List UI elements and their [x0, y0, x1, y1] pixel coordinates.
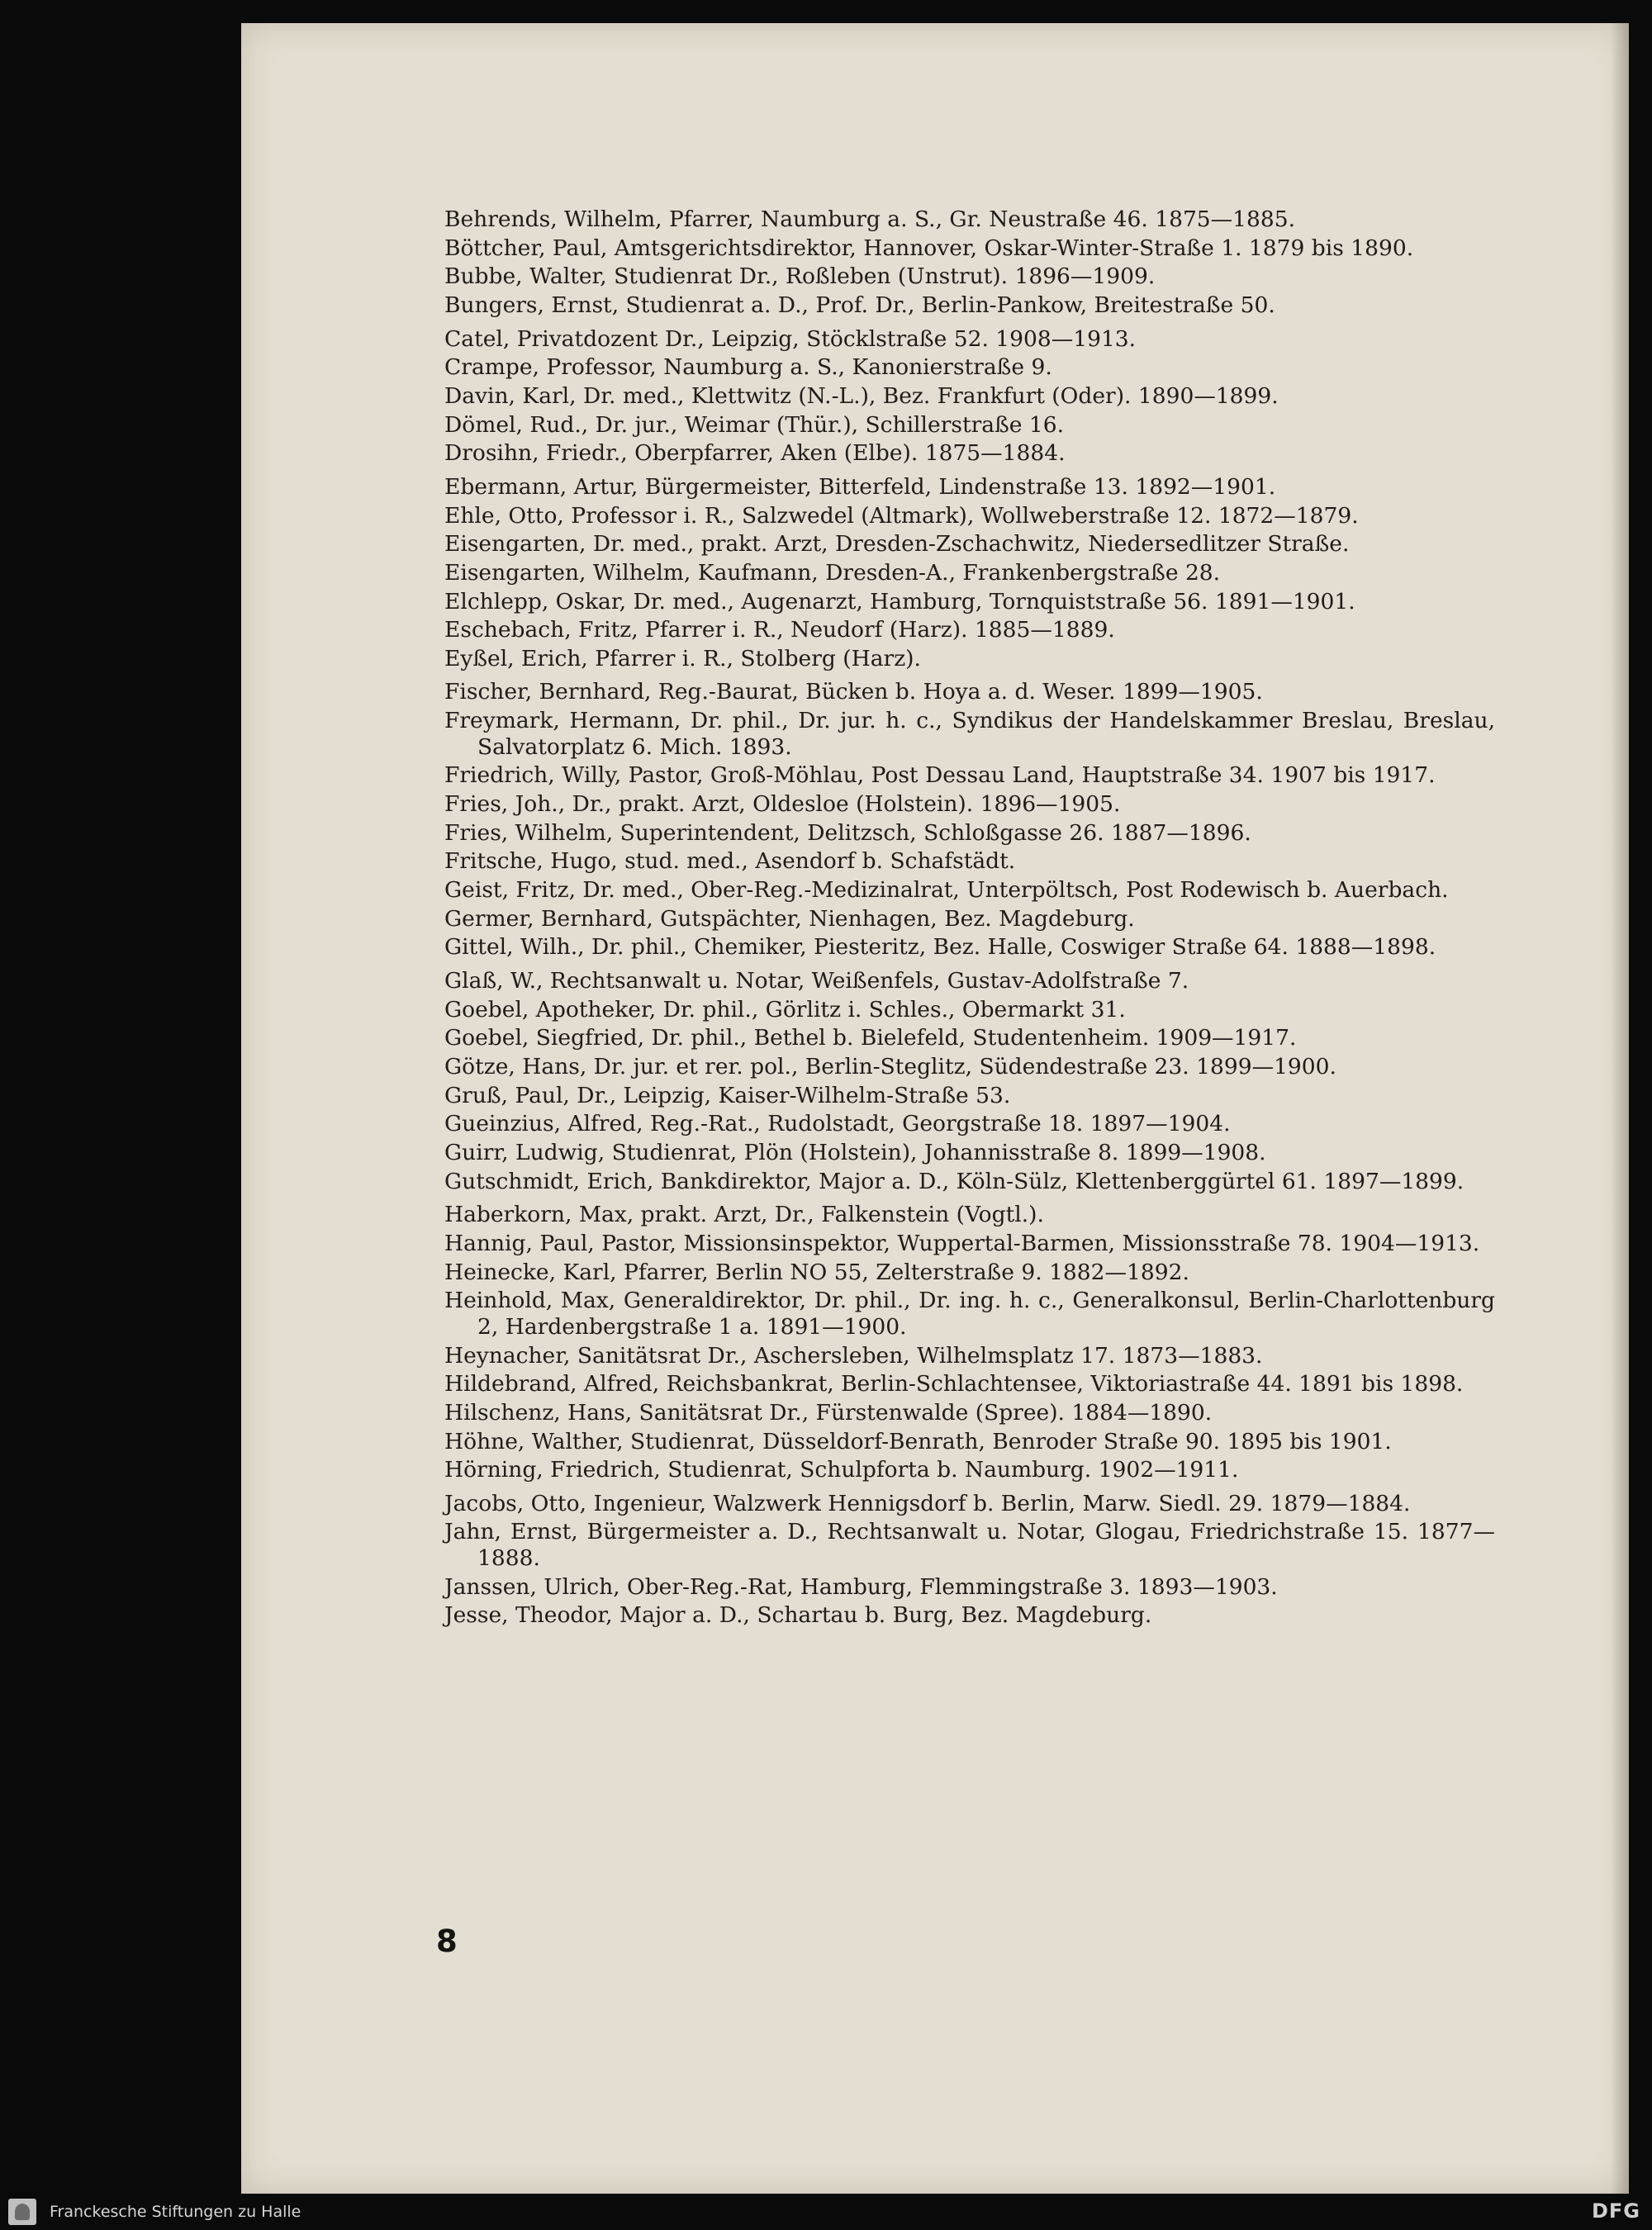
directory-entry: Fischer, Bernhard, Reg.-Baurat, Bücken b. Hoya a. d. Weser. 1899—1905. [444, 679, 1263, 705]
viewer-footer-bar [0, 2194, 1652, 2230]
document-page [241, 23, 1629, 2194]
directory-entry: Freymark, Hermann, Dr. phil., Dr. jur. h. c., Syndikus der Handelskammer Breslau, Breslau, Salvatorplatz 6. Mich. 1893. [444, 708, 1495, 760]
directory-entry: Eyßel, Erich, Pfarrer i. R., Stolberg (Harz). [444, 645, 921, 671]
directory-entry: Heynacher, Sanitätsrat Dr., Aschersleben, Wilhelmsplatz 17. 1873—1883. [444, 1342, 1263, 1369]
directory-entry: Götze, Hans, Dr. jur. et rer. pol., Berlin-Steglitz, Südendestraße 23. 1899—1900. [444, 1054, 1336, 1079]
directory-entry: Höhne, Walther, Studienrat, Düsseldorf-Benrath, Benroder Straße 90. 1895 bis 1901. [444, 1428, 1392, 1454]
directory-entry: Behrends, Wilhelm, Pfarrer, Naumburg a. S., Gr. Neustraße 46. 1875—1885. [444, 206, 1296, 232]
directory-entry: Drosihn, Friedr., Oberpfarrer, Aken (Elbe). 1875—1884. [444, 440, 1066, 467]
directory-entry: Heinhold, Max, Generaldirektor, Dr. phil., Dr. ing. h. c., Generalkonsul, Berlin-Charlottenburg 2, Hardenbergstraße 1 a. 1891—1900. [444, 1288, 1495, 1340]
directory-entry: Eschebach, Fritz, Pfarrer i. R., Neudorf (Harz). 1885—1889. [444, 617, 1115, 643]
directory-entry: Elchlepp, Oskar, Dr. med., Augenarzt, Hamburg, Tornquiststraße 56. 1891—1901. [444, 588, 1355, 614]
directory-entry: Bungers, Ernst, Studienrat a. D., Prof. Dr., Berlin-Pankow, Breitestraße 50. [444, 292, 1275, 319]
directory-entry-list [444, 206, 1495, 1631]
directory-entry: Crampe, Professor, Naumburg a. S., Kanonierstraße 9. [444, 354, 1052, 381]
directory-entry: Gueinzius, Alfred, Reg.-Rat., Rudolstadt, Georgstraße 18. 1897—1904. [444, 1111, 1231, 1137]
directory-entry: Friedrich, Willy, Pastor, Groß-Möhlau, Post Dessau Land, Hauptstraße 34. 1907 bis 1917. [444, 762, 1436, 789]
directory-entry: Böttcher, Paul, Amtsgerichtsdirektor, Hannover, Oskar-Winter-Straße 1. 1879 bis 1890. [444, 235, 1414, 261]
directory-entry: Dömel, Rud., Dr. jur., Weimar (Thür.), Schillerstraße 16. [444, 411, 1065, 438]
directory-entry: Goebel, Siegfried, Dr. phil., Bethel b. Bielefeld, Studentenheim. 1909—1917. [444, 1025, 1297, 1051]
directory-entry: Hörning, Friedrich, Studienrat, Schulpforta b. Naumburg. 1902—1911. [444, 1457, 1239, 1483]
directory-entry: Eisengarten, Dr. med., prakt. Arzt, Dresden-Zschachwitz, Niedersedlitzer Straße. [444, 531, 1350, 558]
institution-logo-icon [8, 2199, 36, 2225]
directory-entry: Bubbe, Walter, Studienrat Dr., Roßleben (Unstrut). 1896—1909. [444, 263, 1156, 290]
directory-entry: Jesse, Theodor, Major a. D., Schartau b. Burg, Bez. Magdeburg. [444, 1602, 1152, 1629]
directory-entry: Goebel, Apotheker, Dr. phil., Görlitz i. Schles., Obermarkt 31. [444, 996, 1126, 1022]
directory-entry: Catel, Privatdozent Dr., Leipzig, Stöcklstraße 52. 1908—1913. [444, 325, 1137, 352]
directory-entry: Gutschmidt, Erich, Bankdirektor, Major a. D., Köln-Sülz, Klettenberggürtel 61. 1897—1899. [444, 1168, 1464, 1194]
directory-entry: Ebermann, Artur, Bürgermeister, Bitterfeld, Lindenstraße 13. 1892—1901. [444, 473, 1276, 500]
directory-entry: Eisengarten, Wilhelm, Kaufmann, Dresden-A., Frankenbergstraße 28. [444, 559, 1221, 586]
directory-entry: Fritsche, Hugo, stud. med., Asendorf b. Schafstädt. [444, 848, 1016, 875]
institution-name: Franckesche Stiftungen zu Halle [50, 2203, 301, 2221]
directory-entry: Fries, Wilhelm, Superintendent, Delitzsch, Schloßgasse 26. 1887—1896. [444, 819, 1251, 846]
directory-entry: Hannig, Paul, Pastor, Missionsinspektor, Wuppertal-Barmen, Missionsstraße 78. 1904—1913. [444, 1230, 1480, 1256]
directory-entry: Germer, Bernhard, Gutspächter, Nienhagen, Bez. Magdeburg. [444, 905, 1135, 932]
page-spine-shadow [1611, 23, 1629, 2194]
dfg-logo: DFG [1591, 2199, 1640, 2223]
directory-entry: Jacobs, Otto, Ingenieur, Walzwerk Hennigsdorf b. Berlin, Marw. Siedl. 29. 1879—1884. [444, 1490, 1411, 1516]
directory-entry: Davin, Karl, Dr. med., Klettwitz (N.-L.), Bez. Frankfurt (Oder). 1890—1899. [444, 382, 1279, 409]
directory-entry: Geist, Fritz, Dr. med., Ober-Reg.-Medizinalrat, Unterpöltsch, Post Rodewisch b. Auerbach. [444, 877, 1449, 904]
page-number: 8 [436, 1924, 458, 1959]
directory-entry: Gruß, Paul, Dr., Leipzig, Kaiser-Wilhelm-Straße 53. [444, 1082, 1011, 1108]
directory-entry: Janssen, Ulrich, Ober-Reg.-Rat, Hamburg, Flemmingstraße 3. 1893—1903. [444, 1573, 1278, 1600]
directory-entry: Hildebrand, Alfred, Reichsbankrat, Berlin-Schlachtensee, Viktoriastraße 44. 1891 bis 1898. [444, 1371, 1464, 1397]
directory-entry: Fries, Joh., Dr., prakt. Arzt, Oldesloe (Holstein). 1896—1905. [444, 791, 1121, 817]
directory-entry: Guirr, Ludwig, Studienrat, Plön (Holstein), Johannisstraße 8. 1899—1908. [444, 1140, 1266, 1166]
directory-entry: Hilschenz, Hans, Sanitätsrat Dr., Fürstenwalde (Spree). 1884—1890. [444, 1399, 1213, 1426]
directory-entry: Glaß, W., Rechtsanwalt u. Notar, Weißenfels, Gustav-Adolfstraße 7. [444, 967, 1189, 994]
directory-entry: Heinecke, Karl, Pfarrer, Berlin NO 55, Zelterstraße 9. 1882—1892. [444, 1259, 1189, 1285]
directory-entry: Ehle, Otto, Professor i. R., Salzwedel (Altmark), Wollweberstraße 12. 1872—1879. [444, 502, 1359, 529]
directory-entry: Jahn, Ernst, Bürgermeister a. D., Rechtsanwalt u. Notar, Glogau, Friedrichstraße 15. 1877—1888. [444, 1519, 1495, 1571]
directory-entry: Haberkorn, Max, prakt. Arzt, Dr., Falkenstein (Vogtl.). [444, 1202, 1044, 1228]
directory-entry: Gittel, Wilh., Dr. phil., Chemiker, Piesteritz, Bez. Halle, Coswiger Straße 64. 1888—1898. [444, 934, 1436, 961]
